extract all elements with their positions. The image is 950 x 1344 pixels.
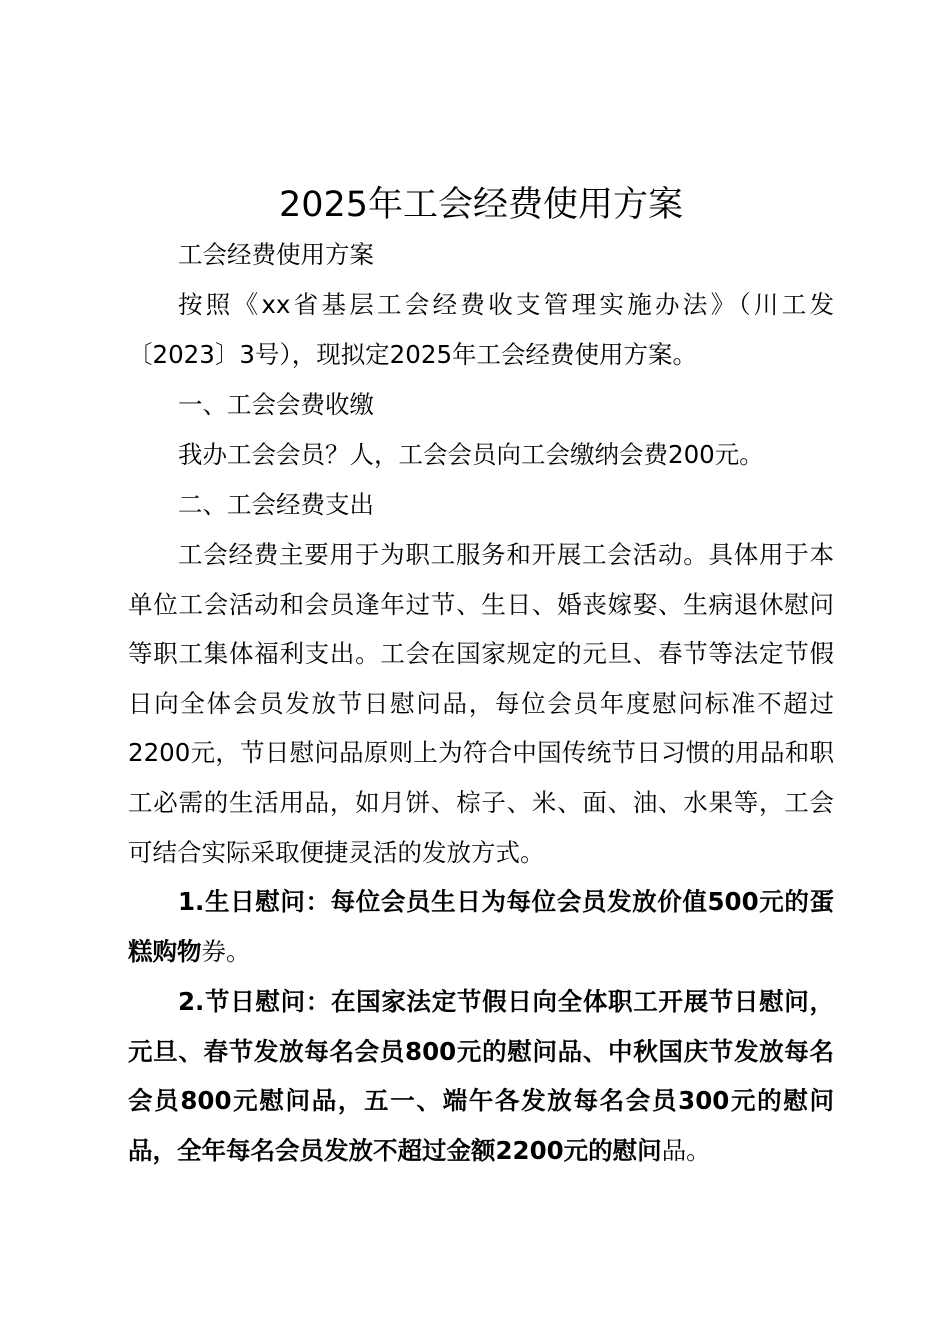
- fee-collection-paragraph: 我办工会会员？人，工会会员向工会缴纳会费200元。: [178, 440, 764, 469]
- document-title: 2025年工会经费使用方案: [278, 185, 684, 225]
- document-subtitle: 工会经费使用方案: [178, 240, 374, 269]
- holiday-item-paragraph: [128, 977, 834, 1175]
- birthday-item-paragraph: [128, 877, 834, 976]
- birthday-item-bold-text: 1.生日慰问：每位会员生日为每位会员发放价值500元的蛋糕购物: [128, 887, 834, 966]
- expenditure-paragraph: 工会经费主要用于为职工服务和开展工会活动。具体用于本单位工会活动和会员逢年过节、生日、婚丧嫁娶、生病退休慰问等职工集体福利支出。工会在国家规定的元旦、春节等法定节假日向全体会员发放节日慰问品，每位会员年度慰问标准不超过2200元，节日慰问品原则上为符合中国传统节日习惯的用品和职工必需的生活用品，如月饼、棕子、米、面、油、水果等，工会可结合实际采取便捷灵活的发放方式。: [128, 540, 834, 867]
- holiday-item-bold-text: 2.节日慰问：在国家法定节假日向全体职工开展节日慰问，元旦、春节发放每名会员800元的慰问品、中秋国庆节发放每名会员800元慰问品，五一、端午各发放每名会员300元的慰问品，全年每名会员发放不超过金额2200元的慰问: [128, 987, 834, 1165]
- section-heading-fee-collection: 一、工会会费收缴: [178, 390, 374, 419]
- section-heading-expenditure: 二、工会经费支出: [178, 490, 374, 519]
- intro-paragraph: 按照《xx省基层工会经费收支管理实施办法》（川工发〔2023〕3号），现拟定2025年工会经费使用方案。: [128, 290, 834, 369]
- birthday-item-tail-text: 券。: [201, 936, 251, 966]
- holiday-item-tail-text: 品。: [661, 1135, 711, 1165]
- document-page: [128, 0, 834, 1344]
